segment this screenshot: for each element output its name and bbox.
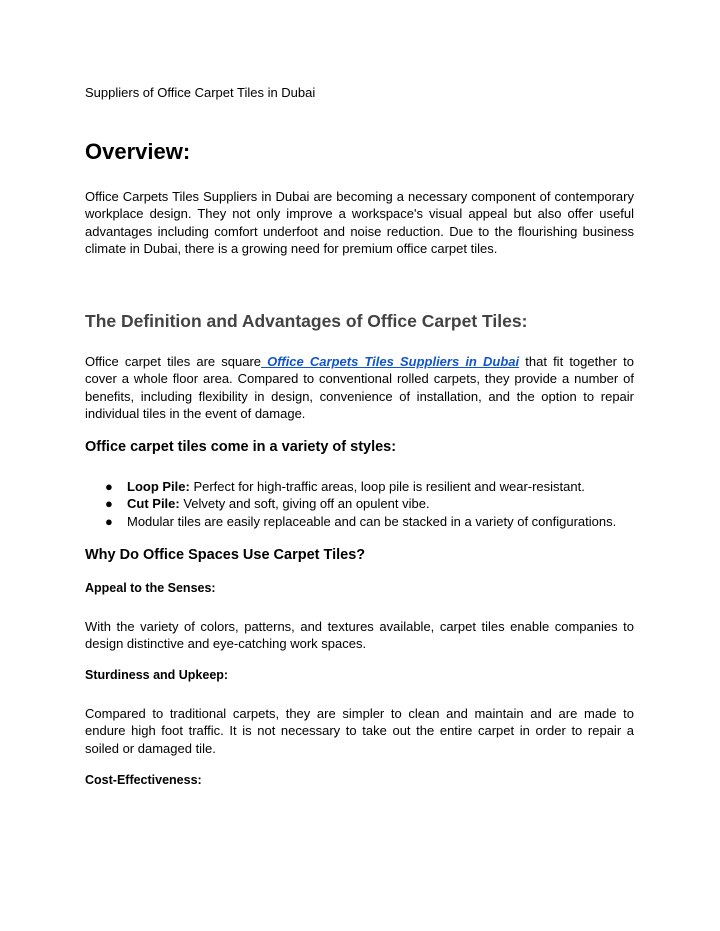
sturdiness-paragraph: Compared to traditional carpets, they are simpler to clean and maintain and are made to endure high foot traffic. It is not necessary to take out the entire carpet in order to repair a soiled or damaged tile. (85, 706, 634, 756)
list-item-text: Velvety and soft, giving off an opulent vibe. (179, 496, 430, 512)
list-item-text: Perfect for high-traffic areas, loop pile is resilient and wear-resistant. (189, 479, 585, 494)
list-item (85, 478, 645, 495)
sturdiness-heading: Sturdiness and Upkeep: (85, 668, 229, 682)
appeal-heading: Appeal to the Senses: (85, 581, 216, 595)
bullet-icon: ● (105, 513, 113, 529)
styles-list (85, 478, 645, 530)
appeal-paragraph: With the variety of colors, patterns, and textures available, carpet tiles enable companies to design distinctive and eye-catching work spaces. (85, 619, 634, 652)
cost-heading: Cost-Effectiveness: (85, 773, 202, 787)
definition-text-after: that fit together to cover a whole floor area. Compared to conventional rolled carpets, they provide a number of benefits, including flexibility in design, convenience of installation, and the option to repair individual tiles in the event of damage. (85, 354, 634, 421)
list-item (85, 495, 645, 512)
document-title: Suppliers of Office Carpet Tiles in Dubai (85, 85, 316, 100)
definition-heading: The Definition and Advantages of Office Carpet Tiles: (85, 311, 528, 331)
bullet-icon: ● (105, 479, 113, 494)
overview-heading: Overview: (85, 139, 191, 164)
list-item-label: Loop Pile: (127, 479, 190, 494)
list-item-text: Modular tiles are easily replaceable and can be stacked in a variety of configurations. (127, 513, 617, 529)
definition-text-before: Office carpet tiles are square (85, 354, 262, 369)
list-item (85, 513, 645, 530)
styles-heading: Office carpet tiles come in a variety of styles: (85, 439, 397, 455)
definition-paragraph (85, 353, 634, 422)
bullet-icon: ● (105, 496, 113, 512)
why-heading: Why Do Office Spaces Use Carpet Tiles? (85, 547, 366, 563)
list-item-label: Cut Pile: (127, 496, 180, 512)
suppliers-link[interactable]: Office Carpets Tiles Suppliers in Dubai (261, 354, 520, 369)
overview-paragraph: Office Carpets Tiles Suppliers in Dubai are becoming a necessary component of contemporary workplace design. They not only improve a workspace's visual appeal but also offer useful advantages including comfort underfoot and noise reduction. Due to the flourishing business climate in Dubai, there is a growing need for premium office carpet tiles. (85, 189, 634, 256)
